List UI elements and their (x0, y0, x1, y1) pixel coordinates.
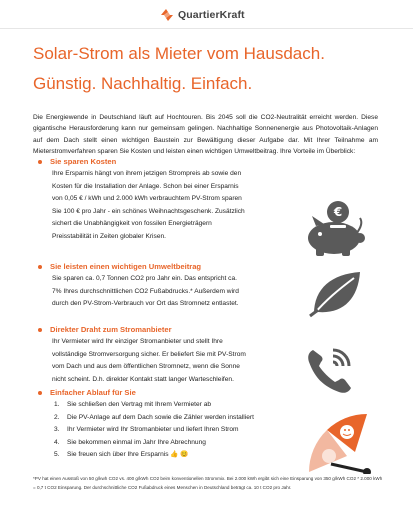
bullet-icon (38, 391, 42, 395)
text-line: nicht scheint. D.h. direkter Kontakt statt langer Warteschleifen. (52, 375, 234, 383)
svg-text:€: € (333, 205, 343, 219)
list-item (52, 437, 254, 450)
text-line: Preisstabilität in Zeiten globaler Krisen. (52, 232, 166, 240)
section-save-costs (52, 157, 245, 244)
list-item (52, 412, 254, 425)
intro-paragraph: Die Energiewende in Deutschland läuft auf Hochtouren. Bis 2045 soll die CO2-Neutralität erreicht werden. Diese gigantische Herausforderung kann nur gemeinsam gelingen. Nachhaltige Sonnenenergie aus Photovoltaik-Anlagen auf dem Dach stellt einen wichtigen Baustein zur Bewältigung dieser Aufgabe dar. Mit Ihrer Teilnahme am Mieterstromverfahren sparen Sie Kosten und leisten einen wichtigen Umweltbeitrag. Ihre Vorteile im Überblick: (33, 114, 378, 156)
step-text: Die PV-Anlage auf dem Dach sowie die Zähler werden installiert (67, 413, 254, 421)
text-line: 7% Ihres durchschnittlichen CO2 Fußabdrucks.* Außerdem wird (52, 287, 239, 295)
step-number: 4. (54, 438, 60, 446)
section-heading: Sie leisten einen wichtigen Umweltbeitrag (50, 262, 202, 271)
text-line: sichert die Unabhängigkeit von fossilen Energieträgern (52, 220, 212, 228)
quartierkraft-logo-icon (160, 8, 174, 22)
text-line: von 0,05 € / kWh und 2.000 kWh verbrauchtem PV-Strom sparen (52, 195, 242, 203)
satisfaction-gauge-icon (307, 412, 377, 474)
text-line: vollständige Stromversorgung sicher. Er beliefert Sie mit PV-Strom (52, 350, 246, 358)
section-heading: Sie sparen Kosten (50, 157, 117, 166)
bullet-icon (38, 160, 42, 164)
bullet-icon (38, 328, 42, 332)
section-body (52, 168, 245, 244)
piggy-bank-euro-icon (298, 198, 370, 258)
page-header (0, 0, 413, 29)
brand-logo (160, 8, 245, 22)
step-number: 1. (54, 401, 60, 408)
brand-name: QuartierKraft (178, 9, 245, 21)
footnote: *PV hat einen Ausstoß von 50 g/kwh CO2 vs. 400 g/kWh CO2 beim konventionellen Strommix. Bei 2.000 kWh ergibt sich eine Einsparung von 350 g/kWh CO2 * 2.000 kWh = 0,7 t CO2 Einsparung. Der durchschnittliche CO2 Fußabdruck eines Menschen in Deutschland beträgt ca. 10 t CO2 pro Jahr. (33, 476, 383, 490)
bullet-icon (38, 265, 42, 269)
list-item (52, 449, 254, 462)
text-line: Kosten für die Installation der Anlage. Schon bei einer Ersparnis (52, 182, 239, 190)
list-item (52, 399, 254, 412)
text-line: Sie sparen ca. 0,7 Tonnen CO2 pro Jahr ein. Das entspricht ca. (52, 275, 237, 282)
page-title-line-1: Solar-Strom als Mieter vom Hausdach. (33, 44, 325, 63)
step-text: Sie bekommen einmal im Jahr Ihre Abrechnung (67, 438, 206, 446)
step-text: Sie freuen sich über Ihre Ersparnis 👍 😊 (67, 451, 189, 459)
text-line: vom Dach und aus dem öffentlichen Stromnetz, wenn die Sonne (52, 363, 240, 371)
section-direct-contact (52, 325, 246, 386)
text-line: durch den PV-Strom-Verbrauch vor Ort das Stromnetz entlastet. (52, 300, 239, 308)
section-environment (52, 262, 239, 311)
steps-list (52, 399, 254, 462)
section-body (52, 336, 246, 386)
section-heading: Einfacher Ablauf für Sie (50, 388, 136, 397)
section-simple-process (52, 388, 254, 462)
step-number: 5. (54, 451, 60, 459)
page-title-line-2: Günstig. Nachhaltig. Einfach. (33, 74, 253, 93)
step-text: Sie schließen den Vertrag mit Ihrem Vermieter ab (67, 401, 212, 408)
section-body (52, 273, 239, 311)
step-number: 3. (54, 426, 60, 434)
leaf-icon (308, 270, 363, 318)
text-line: Sie 100 € pro Jahr - ein schönes Weihnachtsgeschenk. Zusätzlich (52, 207, 245, 215)
step-text: Ihr Vermieter wird Ihr Stromanbieter und liefert Ihren Strom (67, 426, 239, 434)
text-line: Ihre Ersparnis hängt von ihrem jetzigen Strompreis ab sowie den (52, 170, 242, 177)
section-heading: Direkter Draht zum Stromanbieter (50, 325, 172, 334)
text-line: Ihr Vermieter wird Ihr einziger Stromanbieter und stellt Ihre (52, 338, 223, 345)
step-number: 2. (54, 413, 60, 421)
list-item (52, 424, 254, 437)
phone-icon (303, 344, 355, 396)
